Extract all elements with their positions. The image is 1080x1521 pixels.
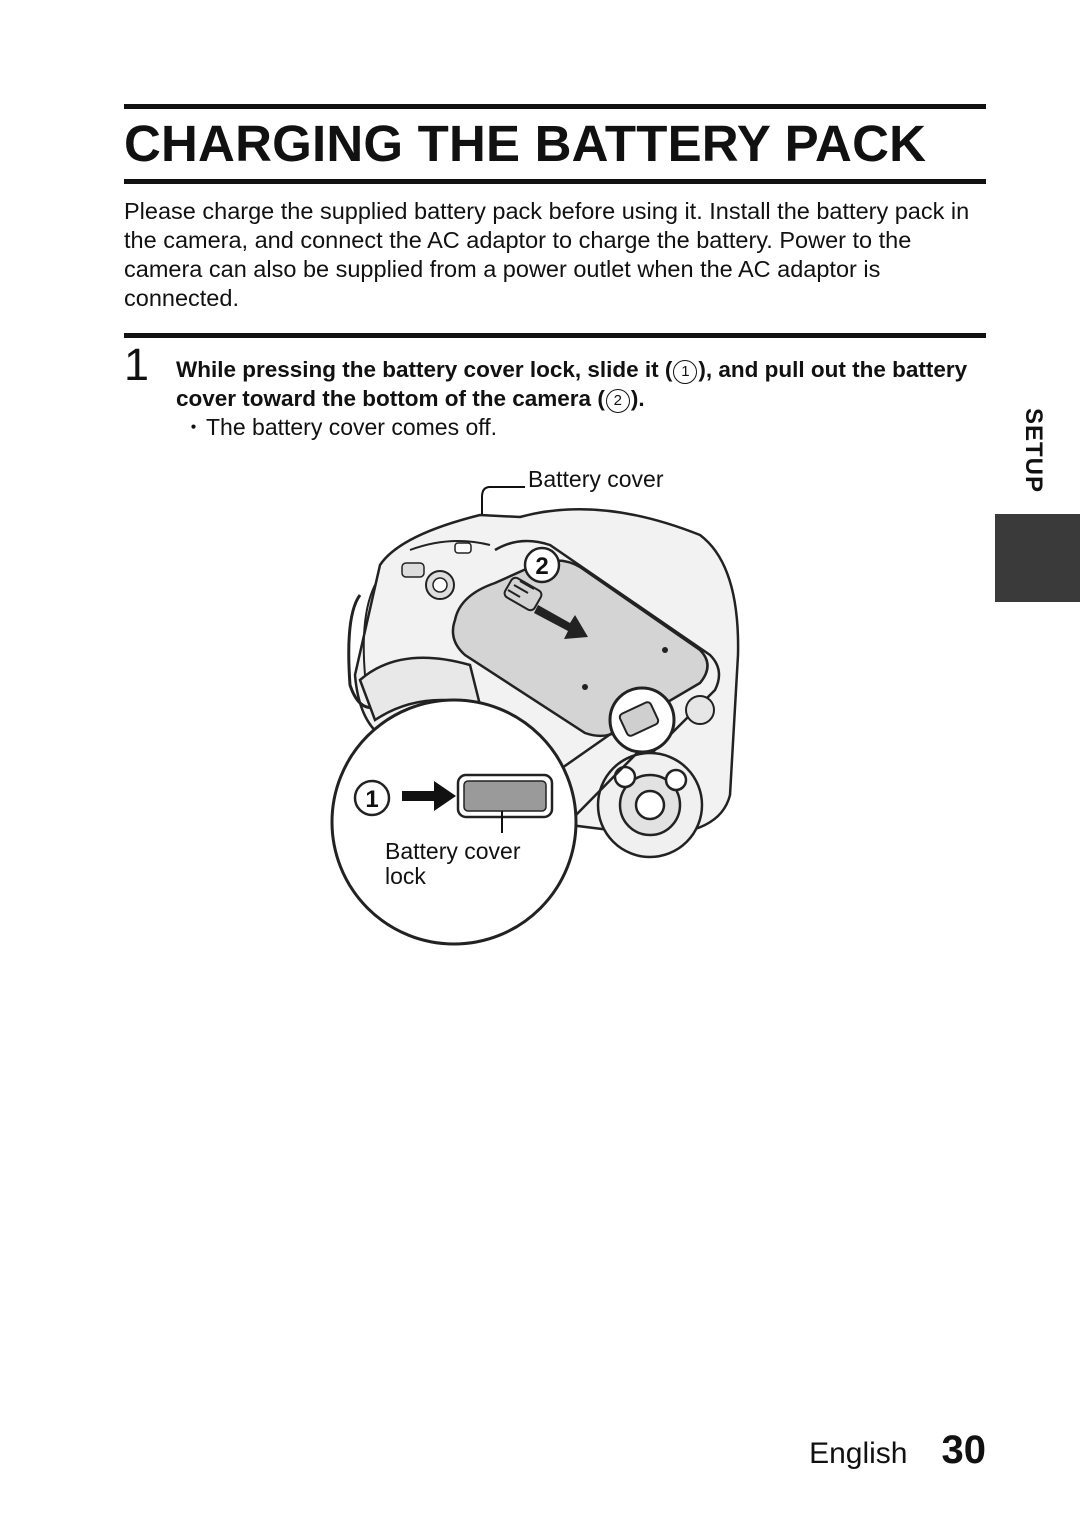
label-lock-line2: lock	[385, 863, 426, 889]
circled-marker-2: 2	[606, 389, 630, 413]
title-rule-top	[124, 104, 986, 109]
label-battery-cover: Battery cover	[528, 466, 664, 492]
step-text-part3: ).	[630, 386, 645, 411]
label-lock-line1: Battery cover	[385, 838, 521, 864]
lens-dial	[598, 753, 702, 857]
intro-paragraph: Please charge the supplied battery pack before using it. Install the battery pack in the camera, and connect the AC adaptor to charge the battery. Power to the camera can also be supplied from a power outlet when the AC adaptor is connected.	[124, 198, 970, 311]
step-number: 1	[124, 339, 150, 390]
side-tab-block	[995, 514, 1080, 602]
circled-marker-1: 1	[673, 360, 697, 384]
step-bullet	[182, 413, 497, 442]
label-battery-cover-lock	[385, 839, 555, 889]
step-text-part2: ), and pull out the battery cover toward the bottom of the camera (	[176, 357, 968, 411]
footer-language: English	[809, 1437, 908, 1470]
page-title: CHARGING THE BATTERY PACK	[124, 115, 927, 172]
bullet-mark: ・	[182, 414, 205, 440]
page-footer	[809, 1428, 986, 1473]
callout-1: 1	[365, 786, 379, 813]
step-rule	[124, 333, 986, 338]
magnified-lock-view	[332, 700, 576, 944]
title-rule-bottom	[124, 179, 986, 184]
side-tab-label: SETUP	[1020, 408, 1047, 494]
step-instruction	[176, 355, 986, 413]
step-text-part1: While pressing the battery cover lock, slide it (	[176, 357, 673, 382]
page-number: 30	[941, 1428, 986, 1472]
callout-2: 2	[535, 553, 549, 580]
bullet-text: The battery cover comes off.	[206, 414, 498, 440]
